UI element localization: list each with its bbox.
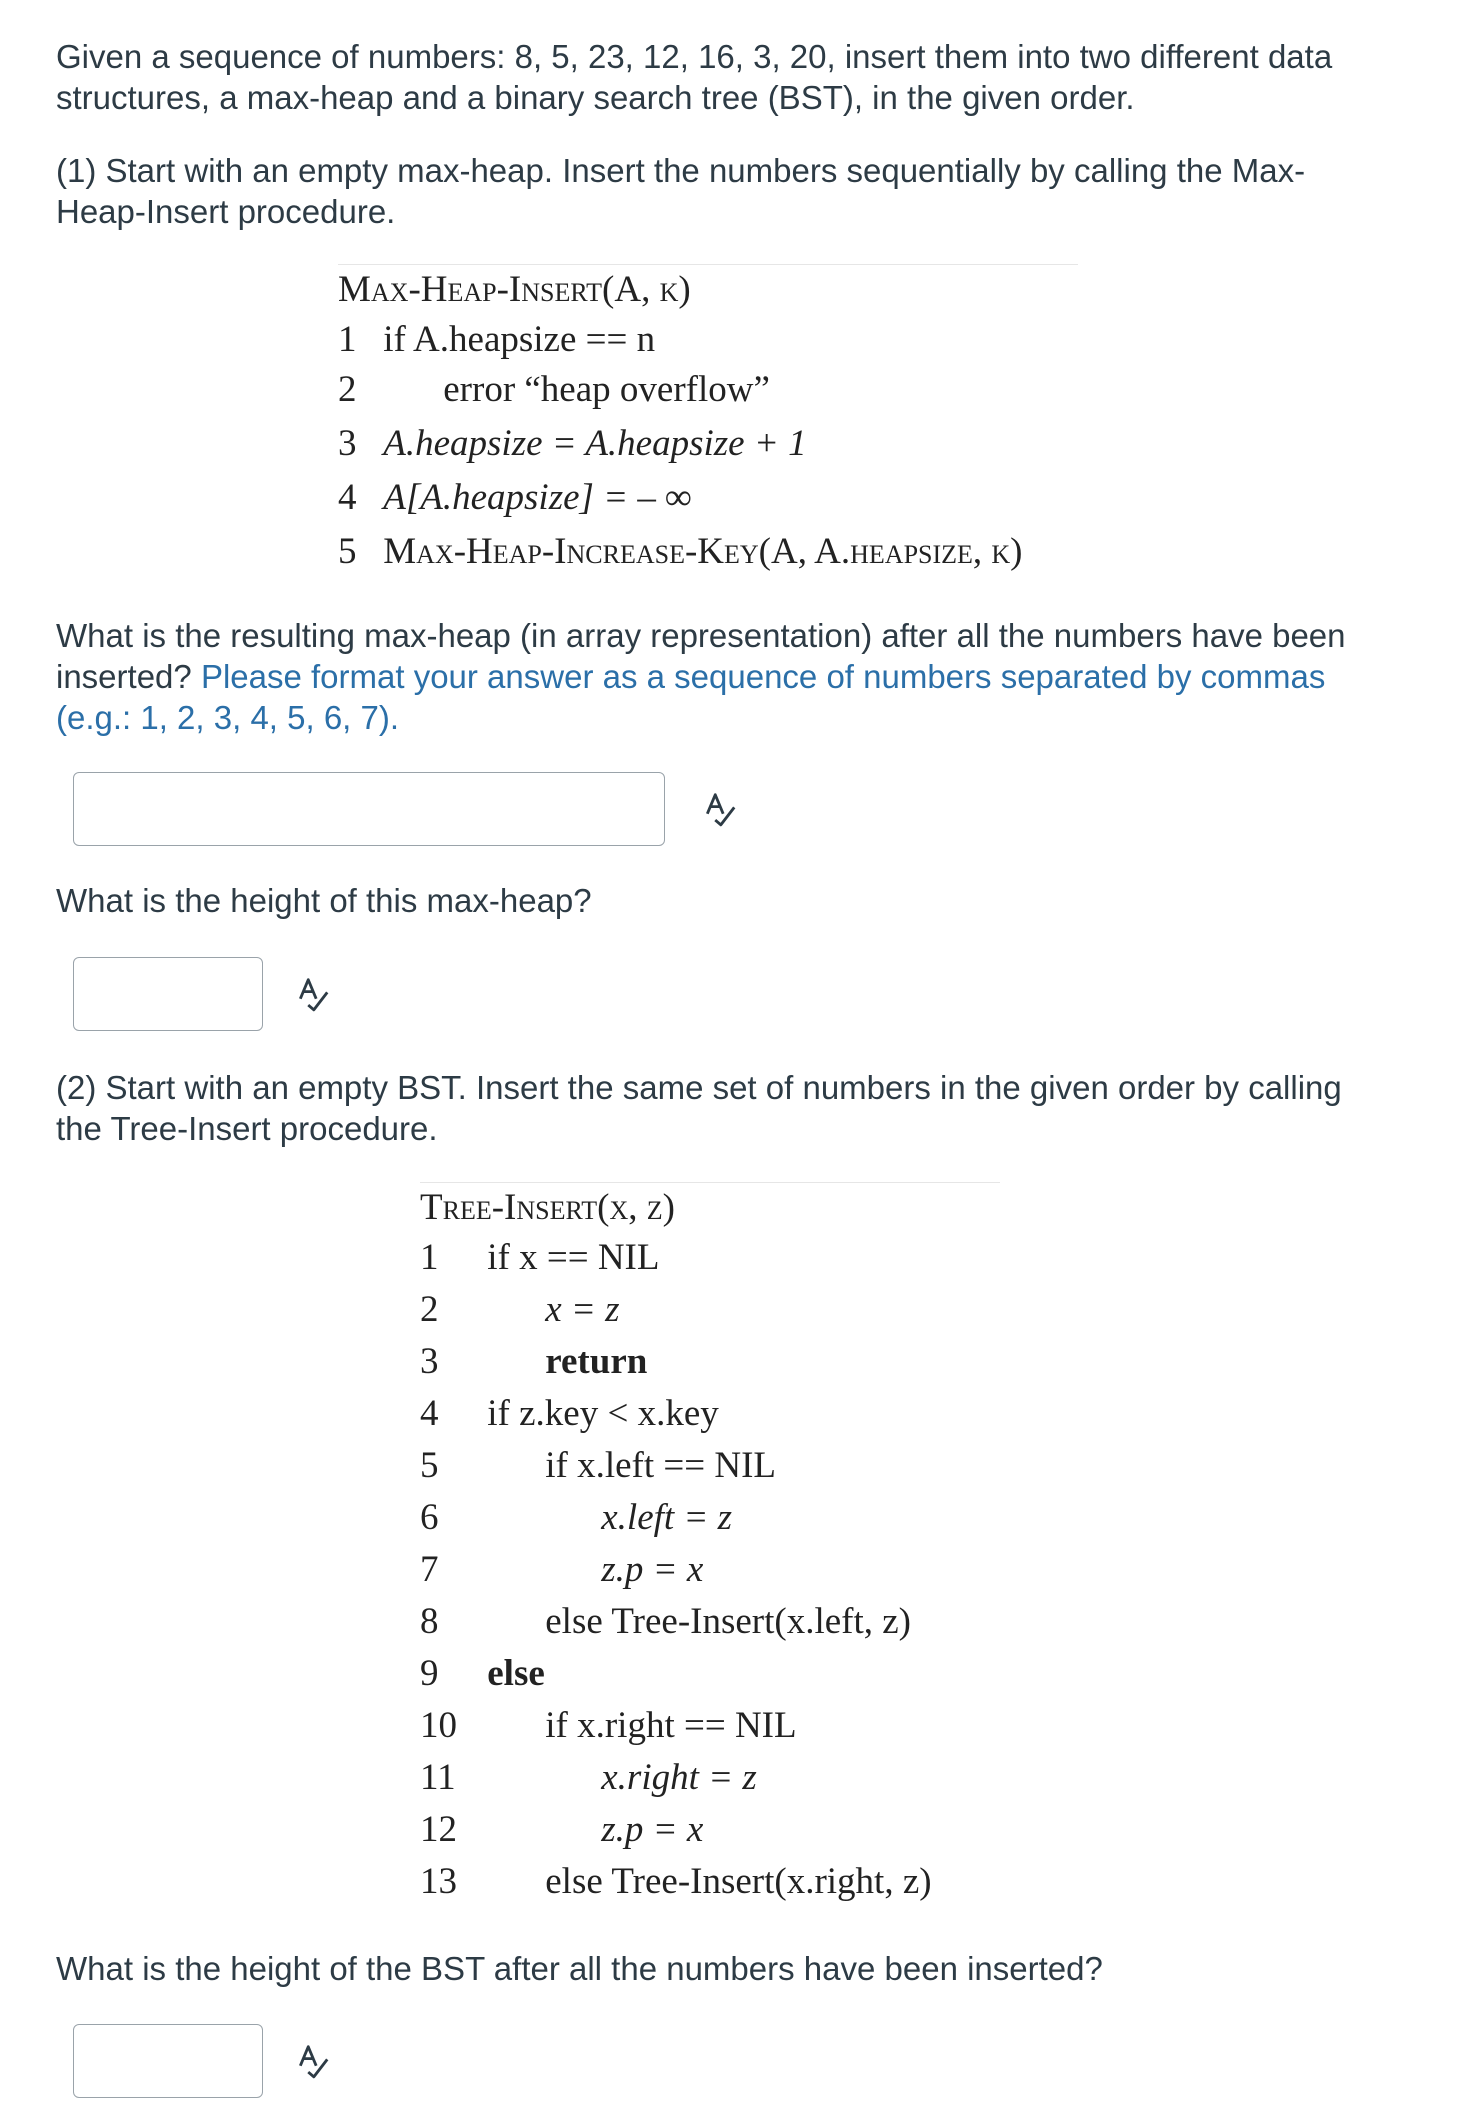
spell-check-icon[interactable]: [294, 2042, 332, 2080]
part1-prompt: (1) Start with an empty max-heap. Insert the numbers sequentially by calling the Max-Heap-Insert procedure.: [56, 152, 1306, 230]
code-line: 2 error “heap overflow”: [338, 369, 770, 410]
heap-height-answer-input[interactable]: [73, 957, 263, 1031]
code-line: 9 else: [420, 1653, 545, 1694]
code-line: 11 x.right = z: [420, 1757, 757, 1798]
code-line: 8 else Tree-Insert(x.left, z): [420, 1601, 912, 1642]
intro-text: Given a sequence of numbers: 8, 5, 23, 12, 16, 3, 20, insert them into two different data structures, a max-heap and a binary search tree (BST), in the given order.: [56, 38, 1333, 116]
max-heap-insert-code: [338, 264, 1078, 584]
code-line: 12 z.p = x: [420, 1809, 704, 1850]
code-line: 4 A[A.heapsize] = – ∞: [338, 477, 692, 518]
tree-insert-code: [420, 1182, 1000, 1912]
code-line: 1 if A.heapsize == n: [338, 319, 656, 360]
code-line: 3 return: [420, 1341, 648, 1382]
code-line: 10 if x.right == NIL: [420, 1705, 797, 1746]
spell-check-icon[interactable]: [701, 790, 739, 828]
code-line: 5 Max-Heap-Increase-Key(A, A.heapsize, k): [338, 531, 1023, 572]
code-line: 4 if z.key < x.key: [420, 1393, 719, 1434]
heap-array-answer-input[interactable]: [73, 772, 665, 846]
code-line: 13 else Tree-Insert(x.right, z): [420, 1861, 932, 1902]
q2-text: What is the height of this max-heap?: [56, 882, 592, 919]
code-title: Max-Heap-Insert(A, k): [338, 269, 691, 310]
q3-text: What is the height of the BST after all the numbers have been inserted?: [56, 1950, 1103, 1987]
part2-prompt: (2) Start with an empty BST. Insert the same set of numbers in the given order by calling the Tree-Insert procedure.: [56, 1069, 1342, 1147]
q1-text: What is the resulting max-heap (in array representation) after all the numbers have been inserted? Please format your answer as a sequence of numbers separated by commas (e.g.: 1, 2, 3, 4, 5, 6, 7).: [56, 617, 1346, 736]
bst-height-answer-input[interactable]: [73, 2024, 263, 2098]
code-line: 5 if x.left == NIL: [420, 1445, 777, 1486]
code-line: 3 A.heapsize = A.heapsize + 1: [338, 423, 807, 464]
code-line: 7 z.p = x: [420, 1549, 704, 1590]
spell-check-icon[interactable]: [294, 975, 332, 1013]
code-line: 1 if x == NIL: [420, 1237, 660, 1278]
code-title: Tree-Insert(x, z): [420, 1187, 675, 1228]
code-line: 2 x = z: [420, 1289, 620, 1330]
code-line: 6 x.left = z: [420, 1497, 733, 1538]
q1-format-hint: Please format your answer as a sequence of numbers separated by commas (e.g.: 1, 2, 3, 4, 5, 6, 7).: [56, 658, 1326, 736]
